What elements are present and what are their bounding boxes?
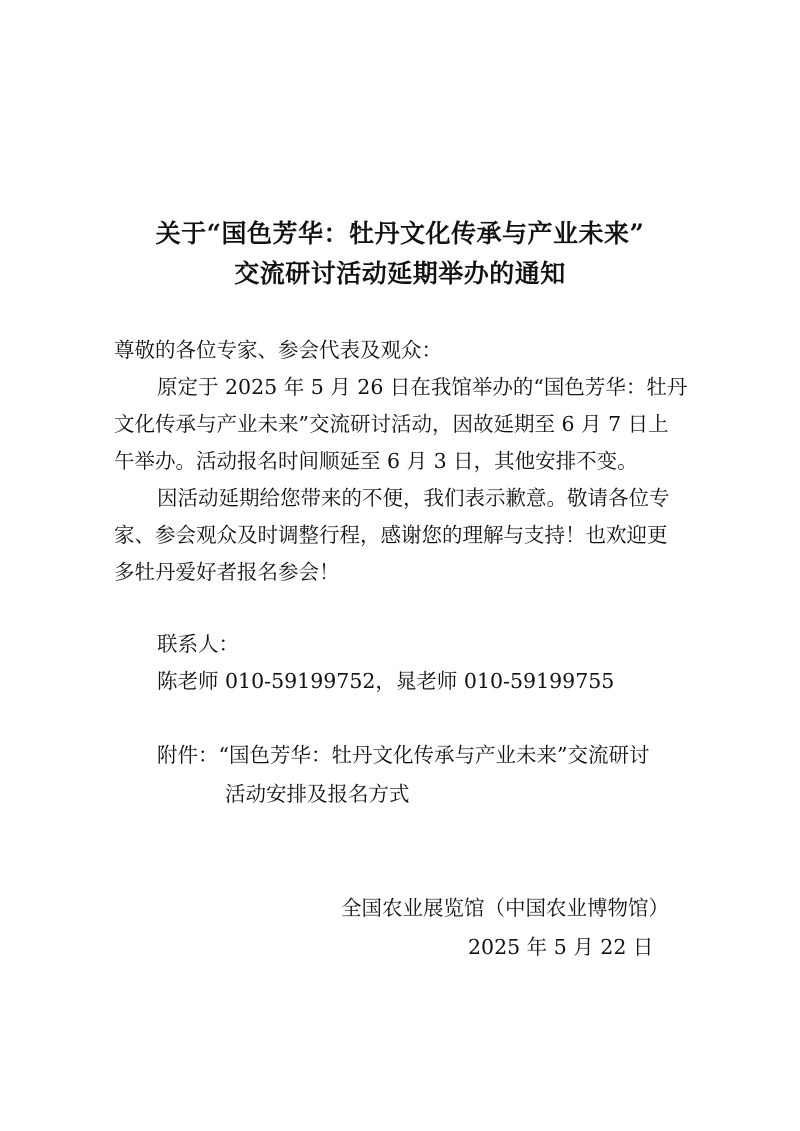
paragraph-1-line-3: 午举办。活动报名时间顺延至 6 月 3 日，其他安排不变。: [114, 449, 638, 473]
notice-title-line-1: 关于“国色芳华：牡丹文化传承与产业未来”: [155, 219, 645, 248]
attachment-line-1: 附件：“国色芳华：牡丹文化传承与产业未来”交流研讨: [157, 743, 650, 767]
issue-date: 2025 年 5 月 22 日: [468, 935, 654, 959]
attachment-line-2: 活动安排及报名方式: [225, 782, 410, 806]
salutation: 尊敬的各位专家、参会代表及观众：: [114, 338, 442, 362]
paragraph-1-line-2: 文化传承与产业未来”交流研讨活动，因故延期至 6 月 7 日上: [114, 412, 669, 436]
paragraph-1-line-1: 原定于 2025 年 5 月 26 日在我馆举办的“国色芳华：牡丹: [157, 375, 688, 399]
paragraph-2-line-1: 因活动延期给您带来的不便，我们表示歉意。敬请各位专: [157, 486, 670, 510]
notice-title-line-2: 交流研讨活动延期举办的通知: [234, 259, 566, 288]
issuing-organization: 全国农业展览馆（中国农业博物馆）: [341, 896, 669, 920]
paragraph-2-line-2: 家、参会观众及时调整行程，感谢您的理解与支持！也欢迎更: [114, 523, 668, 547]
contact-details: 陈老师 010-59199752，晁老师 010-59199755: [157, 669, 615, 693]
contact-label: 联系人：: [157, 632, 239, 656]
paragraph-2-line-3: 多牡丹爱好者报名参会！: [114, 560, 340, 584]
